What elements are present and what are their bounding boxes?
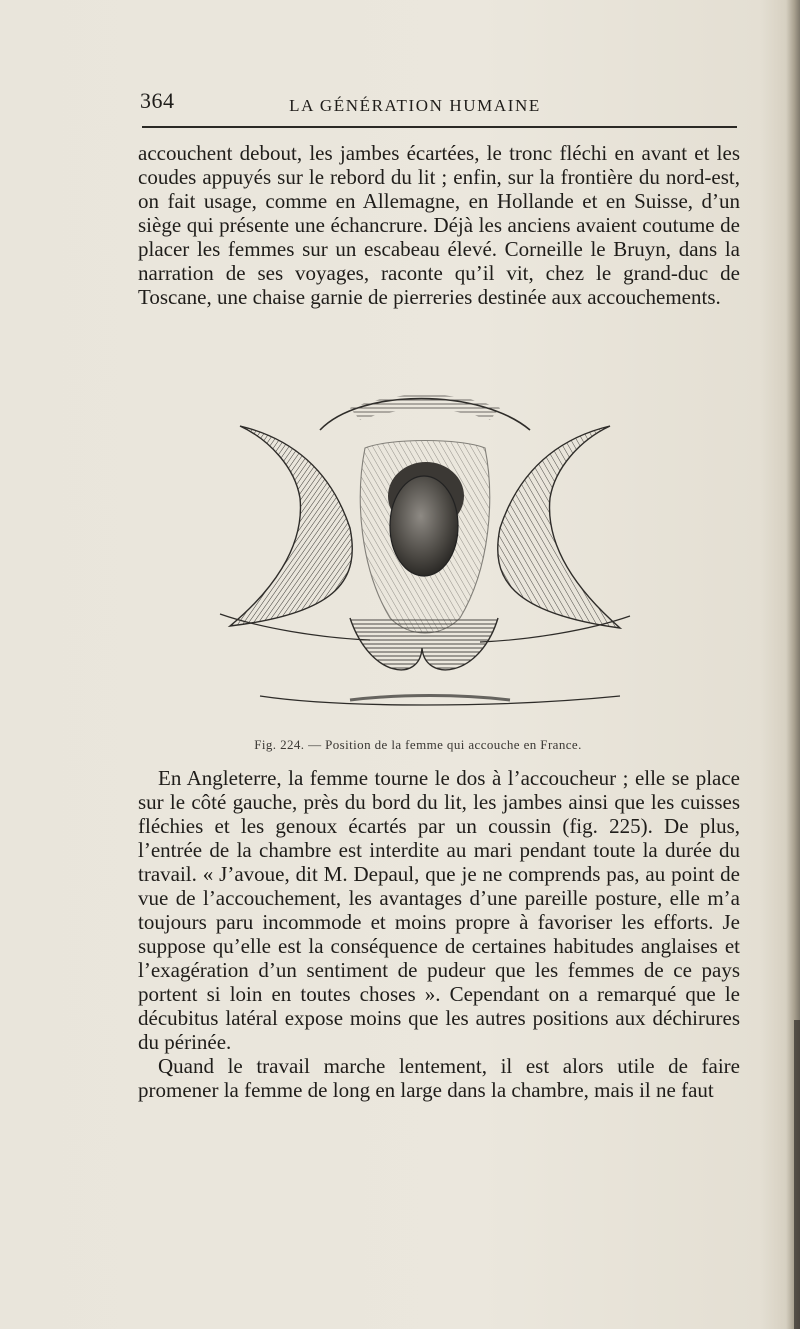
engraving-illustration: [200, 378, 640, 723]
figure-caption: Fig. 224. — Position de la femme qui accouche en France.: [254, 737, 582, 752]
figure-engraving: [200, 378, 640, 723]
page-number: 364: [140, 88, 175, 113]
text-block-top: [138, 141, 740, 309]
header-rule: [142, 126, 737, 128]
text-block-bottom: [138, 766, 740, 1102]
paragraph-travail: Quand le travail marche lentement, il est alors utile de faire promener la femme de long en large dans la chambre, mais il ne faut: [138, 1054, 740, 1102]
paragraph-continuation: accouchent debout, les jambes écartées, le tronc fléchi en avant et les coudes appuyés sur le rebord du lit ; enfin, sur la frontière du nord-est, on fait usage, comme en Allemagne, en Hollande et en Suisse, d’un siège qui présente une échancrure. Déjà les anciens avaient coutume de placer les femmes sur un escabeau élevé. Corneille le Bruyn, dans la narration de ses voyages, raconte qu’il vit, chez le grand-duc de Toscane, une chaise garnie de pierreries destinée aux accouchements.: [138, 141, 740, 309]
running-title: LA GÉNÉRATION HUMAINE: [289, 96, 541, 115]
paragraph-angleterre: En Angleterre, la femme tourne le dos à l’accoucheur ; elle se place sur le côté gauche, près du bord du lit, les jambes ainsi que les cuisses fléchies et les genoux écartés par un coussin (fig. 225). De plus, l’entrée de la chambre est interdite au mari pendant toute la durée du travail. « J’avoue, dit M. Depaul, que je ne comprends pas, au point de vue de l’accouchement, les avantages d’une pareille posture, elle m’a toujours paru incommode et moins propre à favoriser les efforts. Je suppose qu’elle est la conséquence de certaines habitudes anglaises et l’exagération d’un sentiment de pudeur que les femmes de ce pays portent si loin en toutes choses ». Cependant on a remarqué que le décubitus latéral expose moins que les autres positions aux déchirures du périnée.: [138, 766, 740, 1054]
page-edge-binding: [794, 1020, 800, 1329]
